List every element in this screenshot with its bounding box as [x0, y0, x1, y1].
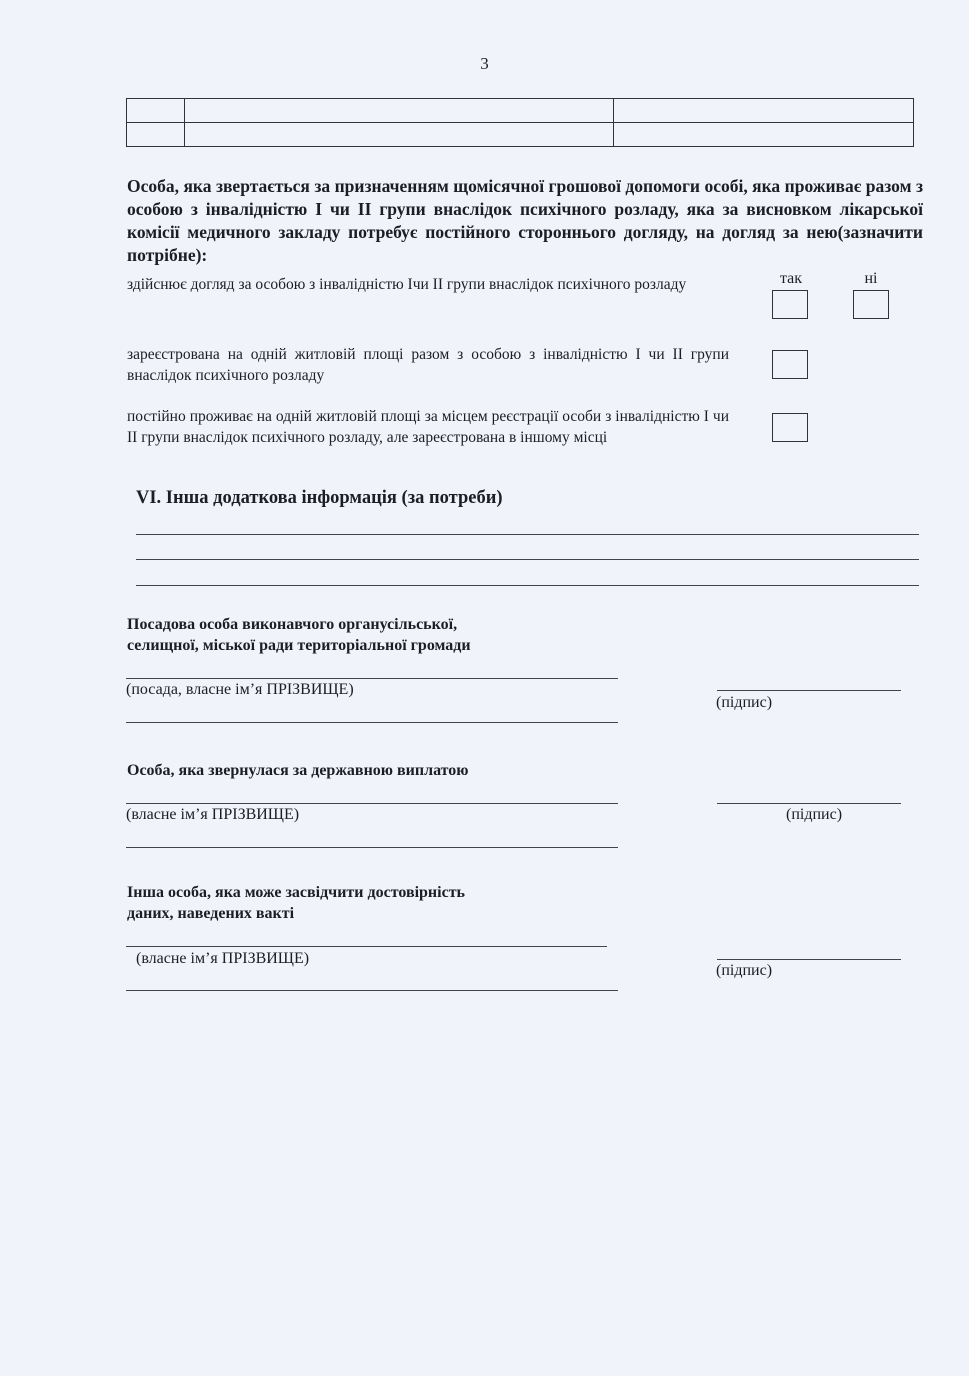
witness-name-line-2[interactable] [126, 990, 618, 991]
option-provides-care-yes-checkbox[interactable] [772, 290, 808, 319]
applicant-name-caption: (власне ім’я ПРІЗВИЩЕ) [126, 806, 300, 823]
applicant-signature-caption: (підпис) [786, 806, 843, 823]
official-signature-line[interactable] [717, 690, 901, 691]
additional-info-line-3[interactable] [136, 585, 919, 586]
witness-name-line[interactable] [126, 946, 607, 947]
page-number: 3 [480, 54, 489, 73]
option-lives-registered-elsewhere: постійно проживає на одній житловій площі за місцем реєстрації особи з інвалідністю I чи II групи внаслідок психічного розладу, але зареєстрована в іншому місці [127, 408, 729, 446]
option-registered-same-residence-checkbox[interactable] [772, 350, 808, 379]
official-label-line-2: селищної, міської ради територіальної громади [127, 637, 471, 654]
witness-label-line-1: Інша особа, яка може засвідчити достовірність [127, 884, 466, 901]
caregiver-intro-text: Особа, яка звертається за призначенням щомісячної грошової допомоги особі, яка проживає разом з особою з інвалідністю I чи II групи внаслідок психічного розладу, яка за висновком лікарської комісії медичного закладу потребує постійного стороннього догляду, на догляд за нею(зазначити потрібне): [127, 176, 923, 265]
official-name-line[interactable] [126, 678, 618, 679]
option-lives-registered-elsewhere-checkbox[interactable] [772, 413, 808, 442]
official-name-line-2[interactable] [126, 722, 618, 723]
witness-label-line-2: даних, наведених вакті [127, 905, 295, 922]
option-provides-care: здійснює догляд за особою з інвалідністю Iчи II групи внаслідок психічного розладу [127, 276, 687, 293]
applicant-signature-line[interactable] [717, 803, 901, 804]
official-signature-caption: (підпис) [716, 694, 773, 711]
section-vi-title: VI. Інша додаткова інформація (за потреби) [136, 488, 503, 508]
table-row [127, 99, 914, 123]
witness-signature-line[interactable] [717, 959, 901, 960]
table-cell[interactable] [185, 99, 614, 123]
applicant-name-line-2[interactable] [126, 847, 618, 848]
official-label-line-1: Посадова особа виконавчого органусільської, [127, 616, 458, 633]
applicant-label: Особа, яка звернулася за державною виплатою [127, 762, 469, 779]
witness-signature-caption: (підпис) [716, 962, 773, 979]
table-cell[interactable] [127, 123, 185, 147]
continuation-table [126, 98, 914, 147]
option-provides-care-no-checkbox[interactable] [853, 290, 889, 319]
official-name-caption: (посада, власне ім’я ПРІЗВИЩЕ) [126, 681, 354, 698]
table-row [127, 123, 914, 147]
additional-info-line-2[interactable] [136, 559, 919, 560]
table-cell[interactable] [185, 123, 614, 147]
option-registered-same-residence: зареєстрована на одній житловій площі разом з особою з інвалідністю I чи II групи внаслідок психічного розладу [127, 346, 729, 384]
yes-column-label: так [779, 270, 803, 287]
applicant-name-line[interactable] [126, 803, 618, 804]
additional-info-line-1[interactable] [136, 534, 919, 535]
table-cell[interactable] [614, 123, 914, 147]
no-column-label: ні [864, 270, 878, 287]
witness-name-caption: (власне ім’я ПРІЗВИЩЕ) [136, 950, 310, 967]
table-cell[interactable] [614, 99, 914, 123]
table-cell[interactable] [127, 99, 185, 123]
